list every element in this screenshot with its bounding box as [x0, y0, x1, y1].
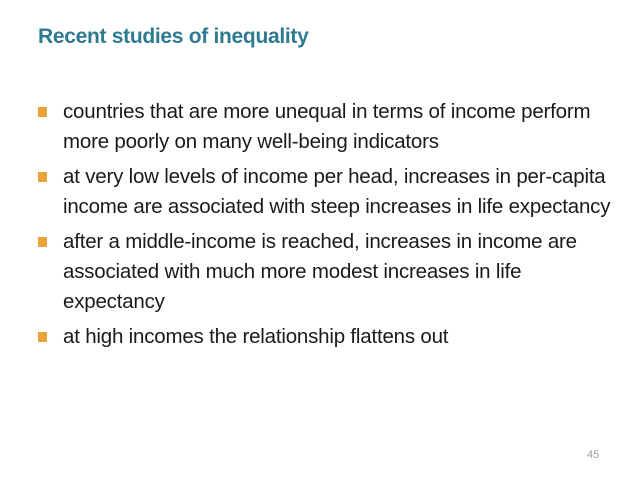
- bullet-text: at high incomes the relationship flattens out: [63, 325, 449, 348]
- slide-title: Recent studies of inequality: [38, 25, 309, 48]
- bullet-item: [38, 322, 618, 352]
- orange-square-bullet-icon: [38, 107, 47, 117]
- orange-square-bullet-icon: [38, 237, 47, 247]
- bullet-item: [38, 227, 618, 317]
- bullet-text: countries that are more unequal in terms of income perform more poorly on many well-being indicators: [63, 100, 591, 153]
- orange-square-bullet-icon: [38, 332, 47, 342]
- bullet-item: [38, 162, 618, 222]
- orange-square-bullet-icon: [38, 172, 47, 182]
- bullet-text: after a middle-income is reached, increases in income are associated with much more modest increases in life expectancy: [63, 230, 577, 313]
- bullet-item: [38, 97, 618, 157]
- bullet-text: at very low levels of income per head, increases in per-capita income are associated with steep increases in life expectancy: [63, 165, 611, 218]
- bullet-list: [38, 97, 618, 357]
- page-number: 45: [587, 449, 600, 461]
